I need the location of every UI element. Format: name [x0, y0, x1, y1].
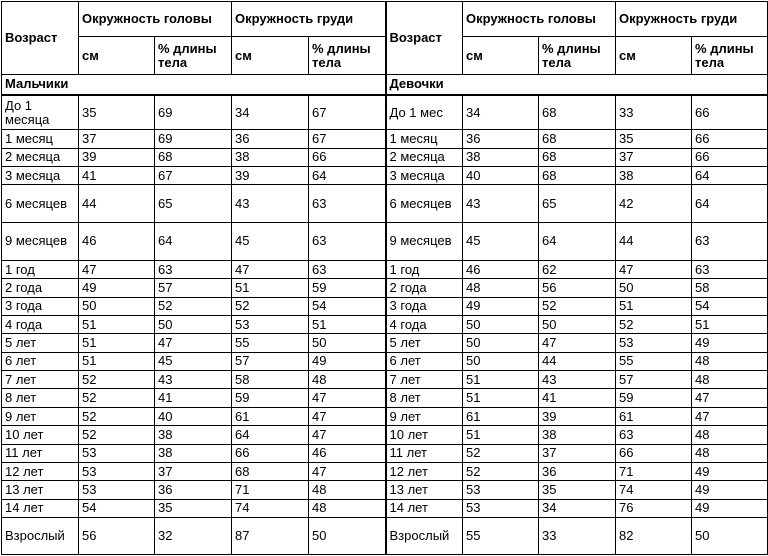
- pct-header: % длины тела: [309, 37, 386, 75]
- age-cell: 5 лет: [386, 334, 463, 352]
- value-cell: 61: [616, 407, 692, 425]
- value-cell: 40: [463, 166, 539, 184]
- table-row: [2, 444, 768, 462]
- value-cell: 48: [463, 279, 539, 297]
- value-cell: 63: [309, 223, 386, 261]
- value-cell: 57: [155, 279, 232, 297]
- age-cell: 9 месяцев: [386, 223, 463, 261]
- value-cell: 61: [232, 407, 309, 425]
- age-cell: 3 месяца: [386, 166, 463, 184]
- age-cell: 14 лет: [386, 499, 463, 517]
- value-cell: 47: [309, 407, 386, 425]
- value-cell: 66: [616, 444, 692, 462]
- age-cell: До 1 мес: [386, 95, 463, 130]
- value-cell: 66: [232, 444, 309, 462]
- value-cell: 55: [232, 334, 309, 352]
- cm-header: см: [232, 37, 309, 75]
- age-cell: 9 лет: [2, 407, 79, 425]
- value-cell: 64: [692, 166, 768, 184]
- value-cell: 39: [79, 148, 155, 166]
- value-cell: 54: [309, 297, 386, 315]
- age-cell: 6 лет: [386, 352, 463, 370]
- table-row: [2, 279, 768, 297]
- table-row: [2, 481, 768, 499]
- value-cell: 51: [79, 334, 155, 352]
- age-cell: 12 лет: [386, 462, 463, 480]
- value-cell: 47: [309, 426, 386, 444]
- value-cell: 65: [539, 185, 616, 223]
- age-cell: 3 месяца: [2, 166, 79, 184]
- value-cell: 43: [232, 185, 309, 223]
- value-cell: 47: [79, 260, 155, 278]
- head-circumference-header: Окружность головы: [463, 2, 616, 37]
- table-row: [2, 371, 768, 389]
- value-cell: 51: [79, 315, 155, 333]
- age-cell: 10 лет: [2, 426, 79, 444]
- age-cell: 1 год: [2, 260, 79, 278]
- value-cell: 82: [616, 518, 692, 555]
- value-cell: 51: [463, 371, 539, 389]
- value-cell: 64: [539, 223, 616, 261]
- table-row: [2, 499, 768, 517]
- value-cell: 51: [79, 352, 155, 370]
- girls-section-label: Девочки: [386, 75, 768, 95]
- age-cell: 11 лет: [386, 444, 463, 462]
- value-cell: 35: [616, 130, 692, 148]
- value-cell: 51: [463, 426, 539, 444]
- value-cell: 51: [232, 279, 309, 297]
- value-cell: 36: [232, 130, 309, 148]
- value-cell: 52: [463, 462, 539, 480]
- value-cell: 45: [232, 223, 309, 261]
- table-row: [2, 389, 768, 407]
- age-cell: 4 года: [2, 315, 79, 333]
- value-cell: 87: [232, 518, 309, 555]
- value-cell: 47: [692, 389, 768, 407]
- age-cell: 14 лет: [2, 499, 79, 517]
- value-cell: 50: [539, 315, 616, 333]
- value-cell: 53: [79, 481, 155, 499]
- value-cell: 64: [232, 426, 309, 444]
- value-cell: 68: [539, 130, 616, 148]
- age-cell: 6 лет: [2, 352, 79, 370]
- age-cell: 2 месяца: [2, 148, 79, 166]
- value-cell: 51: [463, 389, 539, 407]
- value-cell: 37: [539, 444, 616, 462]
- value-cell: 64: [692, 185, 768, 223]
- value-cell: 41: [539, 389, 616, 407]
- table-row: [2, 297, 768, 315]
- value-cell: 59: [309, 279, 386, 297]
- value-cell: 35: [155, 499, 232, 517]
- table-row: [2, 166, 768, 184]
- value-cell: 52: [616, 315, 692, 333]
- value-cell: 50: [155, 315, 232, 333]
- age-cell: 6 месяцев: [386, 185, 463, 223]
- value-cell: 52: [463, 444, 539, 462]
- chest-circumference-header: Окружность груди: [232, 2, 386, 37]
- value-cell: 47: [155, 334, 232, 352]
- value-cell: 58: [232, 371, 309, 389]
- value-cell: 71: [616, 462, 692, 480]
- value-cell: 74: [616, 481, 692, 499]
- value-cell: 49: [692, 481, 768, 499]
- value-cell: 39: [539, 407, 616, 425]
- age-cell: 8 лет: [386, 389, 463, 407]
- value-cell: 50: [692, 518, 768, 555]
- value-cell: 68: [232, 462, 309, 480]
- age-cell: 2 года: [386, 279, 463, 297]
- value-cell: 66: [692, 130, 768, 148]
- table-row: [2, 185, 768, 223]
- value-cell: 34: [232, 95, 309, 130]
- value-cell: 63: [309, 185, 386, 223]
- table-row: [2, 223, 768, 261]
- value-cell: 49: [692, 462, 768, 480]
- value-cell: 67: [309, 95, 386, 130]
- value-cell: 45: [155, 352, 232, 370]
- value-cell: 47: [616, 260, 692, 278]
- cm-header: см: [463, 37, 539, 75]
- value-cell: 46: [309, 444, 386, 462]
- age-cell: 5 лет: [2, 334, 79, 352]
- age-cell: 7 лет: [2, 371, 79, 389]
- age-cell: 12 лет: [2, 462, 79, 480]
- value-cell: 52: [232, 297, 309, 315]
- value-cell: 48: [692, 444, 768, 462]
- age-cell: 2 года: [2, 279, 79, 297]
- value-cell: 62: [539, 260, 616, 278]
- value-cell: 55: [616, 352, 692, 370]
- value-cell: 41: [79, 166, 155, 184]
- value-cell: 67: [155, 166, 232, 184]
- value-cell: 53: [232, 315, 309, 333]
- value-cell: 69: [155, 95, 232, 130]
- age-cell: 3 года: [386, 297, 463, 315]
- value-cell: 50: [463, 352, 539, 370]
- value-cell: 57: [616, 371, 692, 389]
- age-cell: 10 лет: [386, 426, 463, 444]
- value-cell: 47: [309, 462, 386, 480]
- value-cell: 52: [79, 407, 155, 425]
- value-cell: 33: [539, 518, 616, 555]
- value-cell: 66: [309, 148, 386, 166]
- value-cell: 49: [692, 499, 768, 517]
- value-cell: 65: [155, 185, 232, 223]
- value-cell: 37: [79, 130, 155, 148]
- boys-section-label: Мальчики: [2, 75, 386, 95]
- age-header: Возраст: [386, 2, 463, 75]
- value-cell: 56: [79, 518, 155, 555]
- value-cell: 52: [79, 426, 155, 444]
- value-cell: 35: [79, 95, 155, 130]
- growth-table: [1, 1, 768, 555]
- value-cell: 46: [463, 260, 539, 278]
- value-cell: 63: [692, 223, 768, 261]
- age-cell: 1 месяц: [386, 130, 463, 148]
- age-cell: 1 месяц: [2, 130, 79, 148]
- value-cell: 66: [692, 95, 768, 130]
- table-row: [2, 130, 768, 148]
- value-cell: 54: [79, 499, 155, 517]
- value-cell: 53: [79, 444, 155, 462]
- age-cell: 11 лет: [2, 444, 79, 462]
- value-cell: 48: [692, 352, 768, 370]
- value-cell: 32: [155, 518, 232, 555]
- value-cell: 74: [232, 499, 309, 517]
- age-cell: 13 лет: [386, 481, 463, 499]
- value-cell: 51: [692, 315, 768, 333]
- value-cell: 49: [309, 352, 386, 370]
- pct-header: % длины тела: [539, 37, 616, 75]
- value-cell: 47: [309, 389, 386, 407]
- table-row: [2, 352, 768, 370]
- value-cell: 38: [155, 444, 232, 462]
- value-cell: 43: [463, 185, 539, 223]
- age-cell: 9 лет: [386, 407, 463, 425]
- table-row: [2, 260, 768, 278]
- value-cell: 43: [539, 371, 616, 389]
- value-cell: 59: [616, 389, 692, 407]
- table-row: [2, 95, 768, 130]
- value-cell: 71: [232, 481, 309, 499]
- value-cell: 64: [309, 166, 386, 184]
- value-cell: 48: [309, 481, 386, 499]
- value-cell: 59: [232, 389, 309, 407]
- value-cell: 35: [539, 481, 616, 499]
- table-row: [2, 148, 768, 166]
- age-cell: Взрослый: [2, 518, 79, 555]
- age-cell: 3 года: [2, 297, 79, 315]
- value-cell: 36: [539, 462, 616, 480]
- value-cell: 41: [155, 389, 232, 407]
- value-cell: 52: [79, 371, 155, 389]
- age-cell: 4 года: [386, 315, 463, 333]
- age-cell: До 1 месяца: [2, 95, 79, 130]
- value-cell: 56: [539, 279, 616, 297]
- pct-header: % длины тела: [692, 37, 768, 75]
- cm-header: см: [79, 37, 155, 75]
- value-cell: 68: [539, 95, 616, 130]
- age-header: Возраст: [2, 2, 79, 75]
- value-cell: 39: [232, 166, 309, 184]
- value-cell: 66: [692, 148, 768, 166]
- value-cell: 68: [539, 148, 616, 166]
- value-cell: 63: [692, 260, 768, 278]
- value-cell: 36: [155, 481, 232, 499]
- value-cell: 38: [616, 166, 692, 184]
- value-cell: 38: [155, 426, 232, 444]
- value-cell: 54: [692, 297, 768, 315]
- value-cell: 44: [616, 223, 692, 261]
- age-cell: 1 год: [386, 260, 463, 278]
- value-cell: 50: [463, 315, 539, 333]
- value-cell: 63: [309, 260, 386, 278]
- value-cell: 34: [463, 95, 539, 130]
- age-cell: Взрослый: [386, 518, 463, 555]
- value-cell: 46: [79, 223, 155, 261]
- table-row: [2, 518, 768, 555]
- value-cell: 48: [692, 426, 768, 444]
- value-cell: 53: [463, 499, 539, 517]
- value-cell: 53: [463, 481, 539, 499]
- value-cell: 52: [79, 389, 155, 407]
- age-cell: 7 лет: [386, 371, 463, 389]
- value-cell: 37: [155, 462, 232, 480]
- table-row: [2, 315, 768, 333]
- age-cell: 8 лет: [2, 389, 79, 407]
- pct-header: % длины тела: [155, 37, 232, 75]
- value-cell: 53: [616, 334, 692, 352]
- age-cell: 13 лет: [2, 481, 79, 499]
- value-cell: 47: [539, 334, 616, 352]
- value-cell: 38: [539, 426, 616, 444]
- value-cell: 45: [463, 223, 539, 261]
- age-cell: 9 месяцев: [2, 223, 79, 261]
- value-cell: 69: [155, 130, 232, 148]
- age-cell: 2 месяца: [386, 148, 463, 166]
- value-cell: 50: [463, 334, 539, 352]
- value-cell: 51: [616, 297, 692, 315]
- value-cell: 33: [616, 95, 692, 130]
- value-cell: 50: [79, 297, 155, 315]
- value-cell: 50: [616, 279, 692, 297]
- value-cell: 55: [463, 518, 539, 555]
- value-cell: 49: [692, 334, 768, 352]
- value-cell: 43: [155, 371, 232, 389]
- value-cell: 76: [616, 499, 692, 517]
- head-circumference-header: Окружность головы: [79, 2, 232, 37]
- value-cell: 38: [463, 148, 539, 166]
- value-cell: 57: [232, 352, 309, 370]
- cm-header: см: [616, 37, 692, 75]
- value-cell: 61: [463, 407, 539, 425]
- value-cell: 48: [692, 371, 768, 389]
- value-cell: 47: [692, 407, 768, 425]
- value-cell: 52: [155, 297, 232, 315]
- value-cell: 50: [309, 518, 386, 555]
- value-cell: 44: [539, 352, 616, 370]
- value-cell: 37: [616, 148, 692, 166]
- value-cell: 63: [155, 260, 232, 278]
- value-cell: 47: [232, 260, 309, 278]
- value-cell: 50: [309, 334, 386, 352]
- table-row: [2, 426, 768, 444]
- value-cell: 52: [539, 297, 616, 315]
- value-cell: 53: [79, 462, 155, 480]
- value-cell: 38: [232, 148, 309, 166]
- value-cell: 48: [309, 499, 386, 517]
- value-cell: 68: [539, 166, 616, 184]
- table-row: [2, 407, 768, 425]
- value-cell: 44: [79, 185, 155, 223]
- table-row: [2, 334, 768, 352]
- value-cell: 34: [539, 499, 616, 517]
- value-cell: 64: [155, 223, 232, 261]
- value-cell: 40: [155, 407, 232, 425]
- value-cell: 63: [616, 426, 692, 444]
- value-cell: 68: [155, 148, 232, 166]
- value-cell: 42: [616, 185, 692, 223]
- value-cell: 67: [309, 130, 386, 148]
- age-cell: 6 месяцев: [2, 185, 79, 223]
- chest-circumference-header: Окружность груди: [616, 2, 768, 37]
- value-cell: 49: [79, 279, 155, 297]
- value-cell: 51: [309, 315, 386, 333]
- value-cell: 49: [463, 297, 539, 315]
- value-cell: 36: [463, 130, 539, 148]
- value-cell: 58: [692, 279, 768, 297]
- value-cell: 48: [309, 371, 386, 389]
- table-row: [2, 462, 768, 480]
